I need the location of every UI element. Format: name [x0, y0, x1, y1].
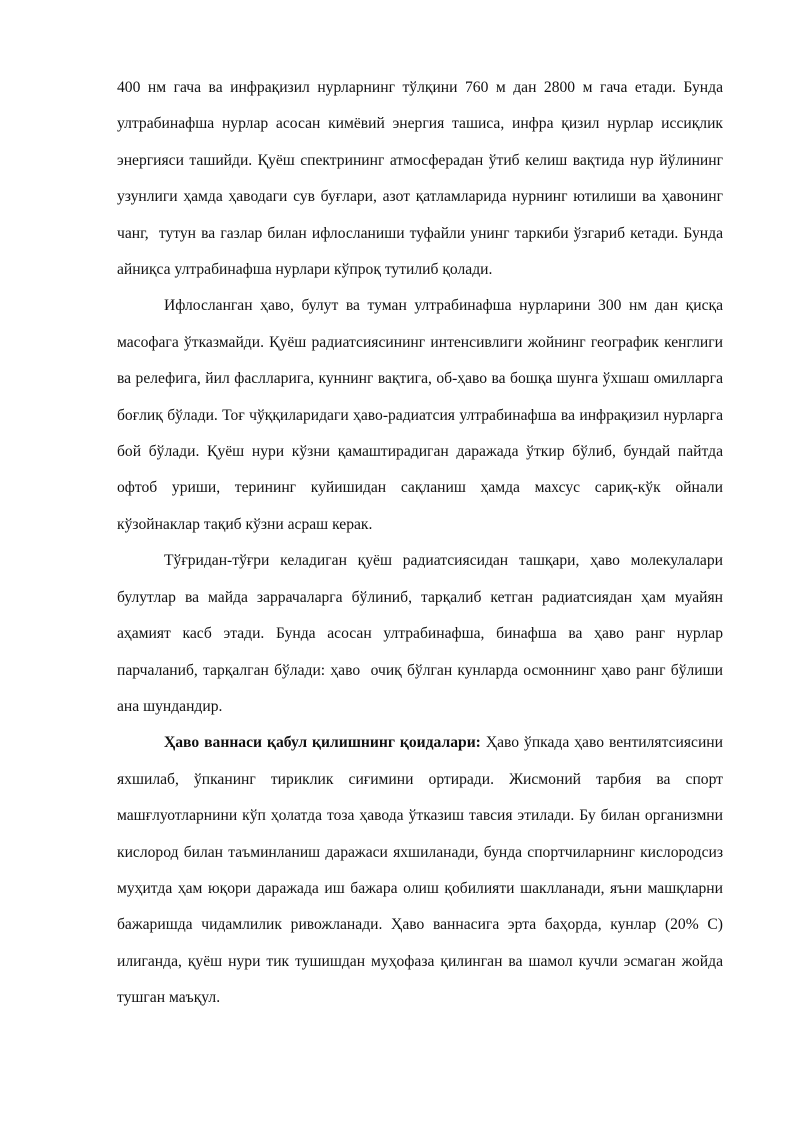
- paragraph-polluted-air: Ифлосланган ҳаво, булут ва туман ултрабинафша нурларини 300 нм дан қисқа масофага ўтказмайди. Қуёш радиатсиясининг интенсивлиги жойнинг географик кенглиги ва релефига, йил фаслларига, куннинг вақтига, об-ҳаво ва бошқа шунга ўхшаш омилларга боғлиқ бўлади. Тоғ чўққиларидаги ҳаво-радиатсия ултрабинафша ва инфрақизил нурларга бой бўлади. Қуёш нури кўзни қамаштирадиган даражада ўткир бўлиб, бундай пайтда офтоб уриши, терининг куйишидан сақланиш ҳамда махсус сариқ-кўк ойнали кўзойнаклар тақиб кўзни асраш керак.: [117, 297, 723, 533]
- air-bath-rules-text: Ҳаво ўпкада ҳаво вентилятсиясини яхшилаб, ўпканинг тириклик сиғимини ортиради. Жисмоний тарбия ва спорт машғлуотларнини кўп ҳолатда тоза ҳавода ўтказиш тавсия этилади. Бу билан организмни кислород билан таъминланиш даражаси яхшиланади, бунда спортчиларнинг кислородсиз муҳитда ҳам юқори даражада иш бажара олиш қобилияти шаклланади, яъни машқларни бажаришда чидамлилик ривожланади. Ҳаво ваннасига эрта баҳорда, кунлар (20% С) илиганда, қуёш нури тик тушишдан муҳофаза қилинган ва шамол кучли эсмаган жойда тушган маъқул.: [117, 734, 723, 1007]
- paragraph-scattered-radiation: Тўғридан-тўғри келадиган қуёш радиатсиясидан ташқари, ҳаво молекулалари булутлар ва майда заррачаларга бўлиниб, тарқалиб кетган радиатсиядан ҳам муайян аҳамият касб этади. Бунда асосан ултрабинафша, бинафша ва ҳаво ранг нурлар парчаланиб, тарқалган бўлади: ҳаво очиқ бўлган кунларда осмоннинг ҳаво ранг бўлиши ана шундандир.: [117, 552, 723, 715]
- document-page: [117, 70, 723, 1017]
- paragraph-air-bath-rules: [117, 725, 723, 1016]
- air-bath-rules-heading: Ҳаво ваннаси қабул қилишнинг қоидалари:: [164, 734, 481, 752]
- paragraph-radiation-spectrum: 400 нм гача ва инфрақизил нурларнинг тўлқини 760 м дан 2800 м гача етади. Бунда ултрабинафша нурлар асосан кимёвий энергия ташиса, инфра қизил нурлар иссиқлик энергияси ташийди. Қуёш спектрининг атмосферадан ўтиб келиш вақтида нур йўлининг узунлиги ҳамда ҳаводаги сув буғлари, азот қатламларида нурнинг ютилиши ва ҳавонинг чанг, тутун ва газлар билан ифлосланиши туфайли унинг таркиби ўзгариб кетади. Бунда айниқса ултрабинафша нурлари кўпроқ тутилиб қолади.: [117, 79, 723, 279]
